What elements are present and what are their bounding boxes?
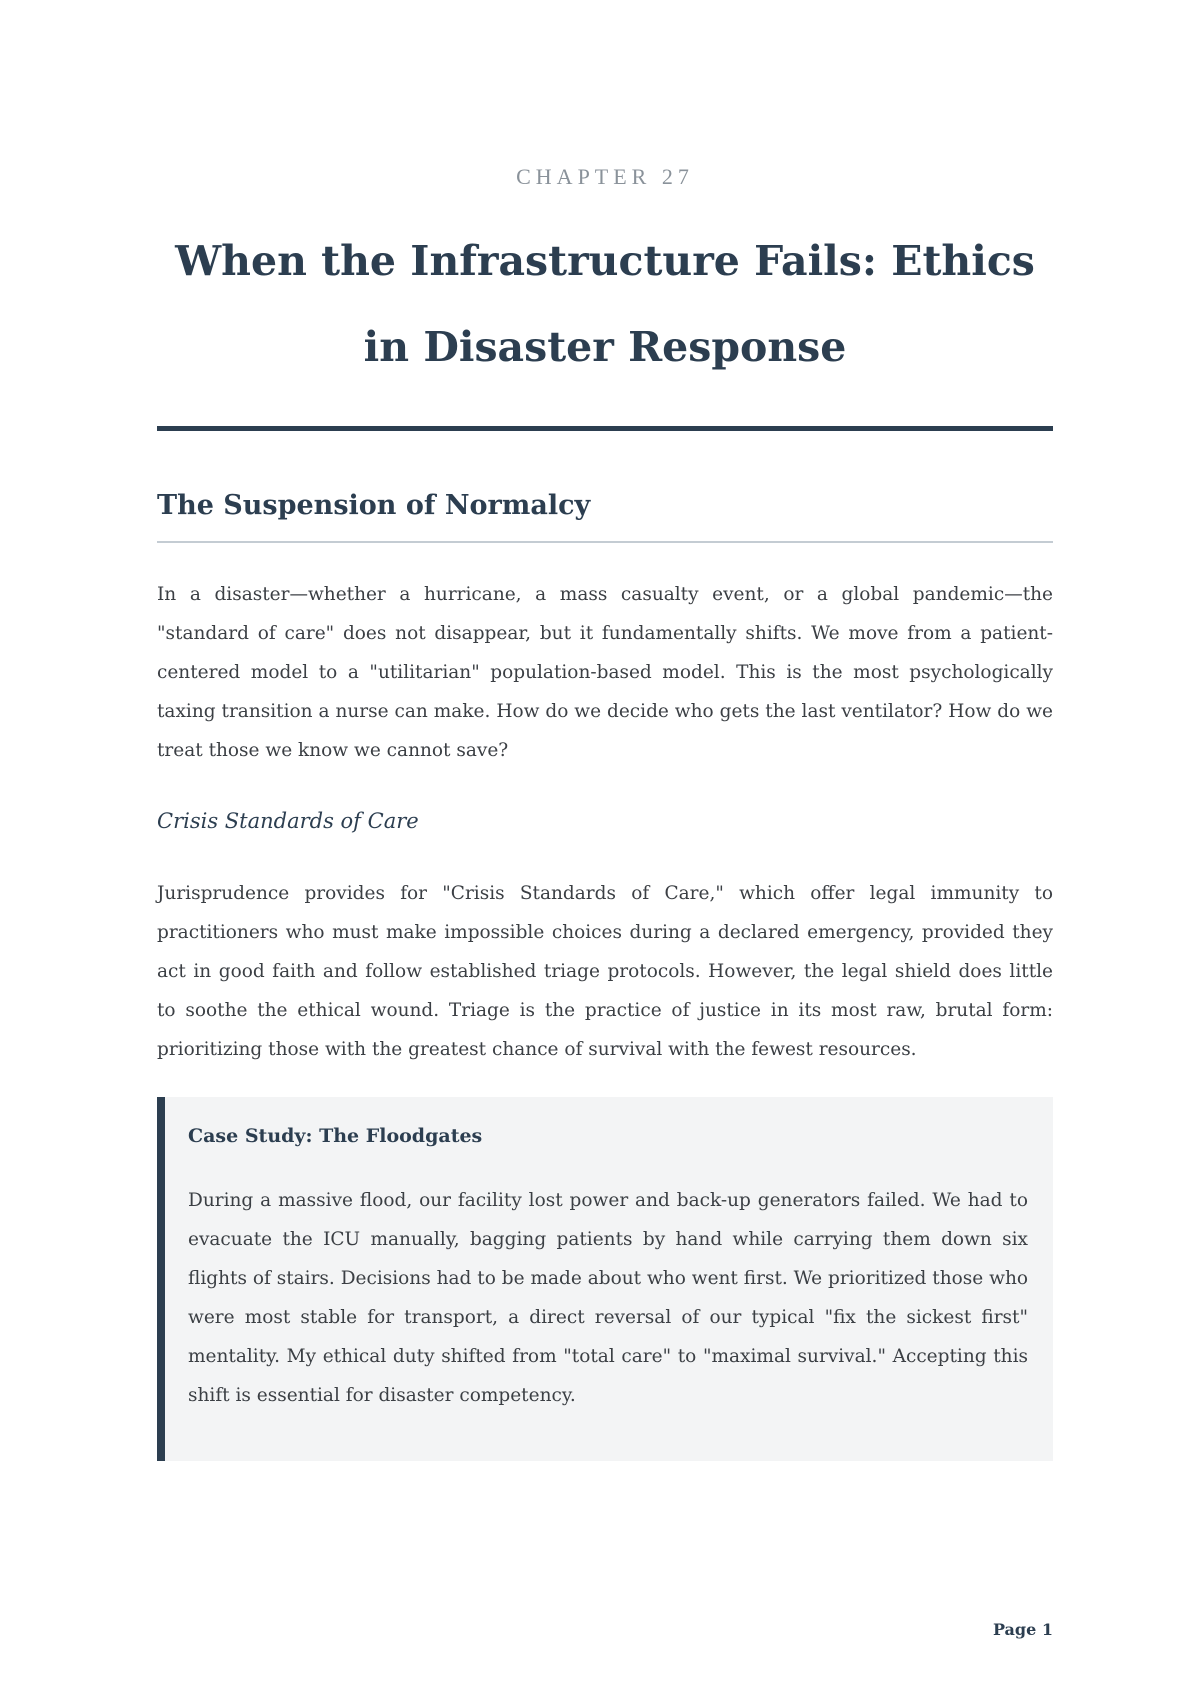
chapter-title: When the Infrastructure Fails: Ethics in Disaster Response	[175, 237, 1035, 371]
chapter-label: CHAPTER 27	[516, 164, 694, 189]
body-paragraph-2: Jurisprudence provides for "Crisis Standards of Care," which offer legal immunity to practitioners who must make impossible choices during a declared emergency, provided they act in good faith and follow established triage protocols. However, the legal shield does little to soothe the ethical wound. Triage is the practice of justice in its most raw, brutal form: prioritizing those with the greatest chance of survival with the fewest resources.	[157, 883, 1053, 1060]
title-divider	[157, 426, 1053, 431]
case-study-box	[157, 1097, 1053, 1461]
case-study-title: Case Study: The Floodgates	[188, 1125, 483, 1147]
page-number: Page 1	[992, 1620, 1053, 1639]
body-paragraph-1: In a disaster—whether a hurricane, a mass casualty event, or a global pandemic—the "standard of care" does not disappear, but it fundamentally shifts. We move from a patient-centered model to a "utilitarian" population-based model. This is the most psychologically taxing transition a nurse can make. How do we decide who gets the last ventilator? How do we treat those we know we cannot save?	[157, 584, 1053, 761]
subsection-heading: Crisis Standards of Care	[157, 809, 419, 833]
section-divider	[157, 541, 1053, 543]
case-study-body: During a massive flood, our facility lost power and back-up generators failed. We had to evacuate the ICU manually, bagging patients by hand while carrying them down six flights of stairs. Decisions had to be made about who went first. We prioritized those who were most stable for transport, a direct reversal of our typical "fix the sickest first" mentality. My ethical duty shifted from "total care" to "maximal survival." Accepting this shift is essential for disaster competency.	[188, 1190, 1028, 1406]
section-heading: The Suspension of Normalcy	[157, 490, 591, 521]
